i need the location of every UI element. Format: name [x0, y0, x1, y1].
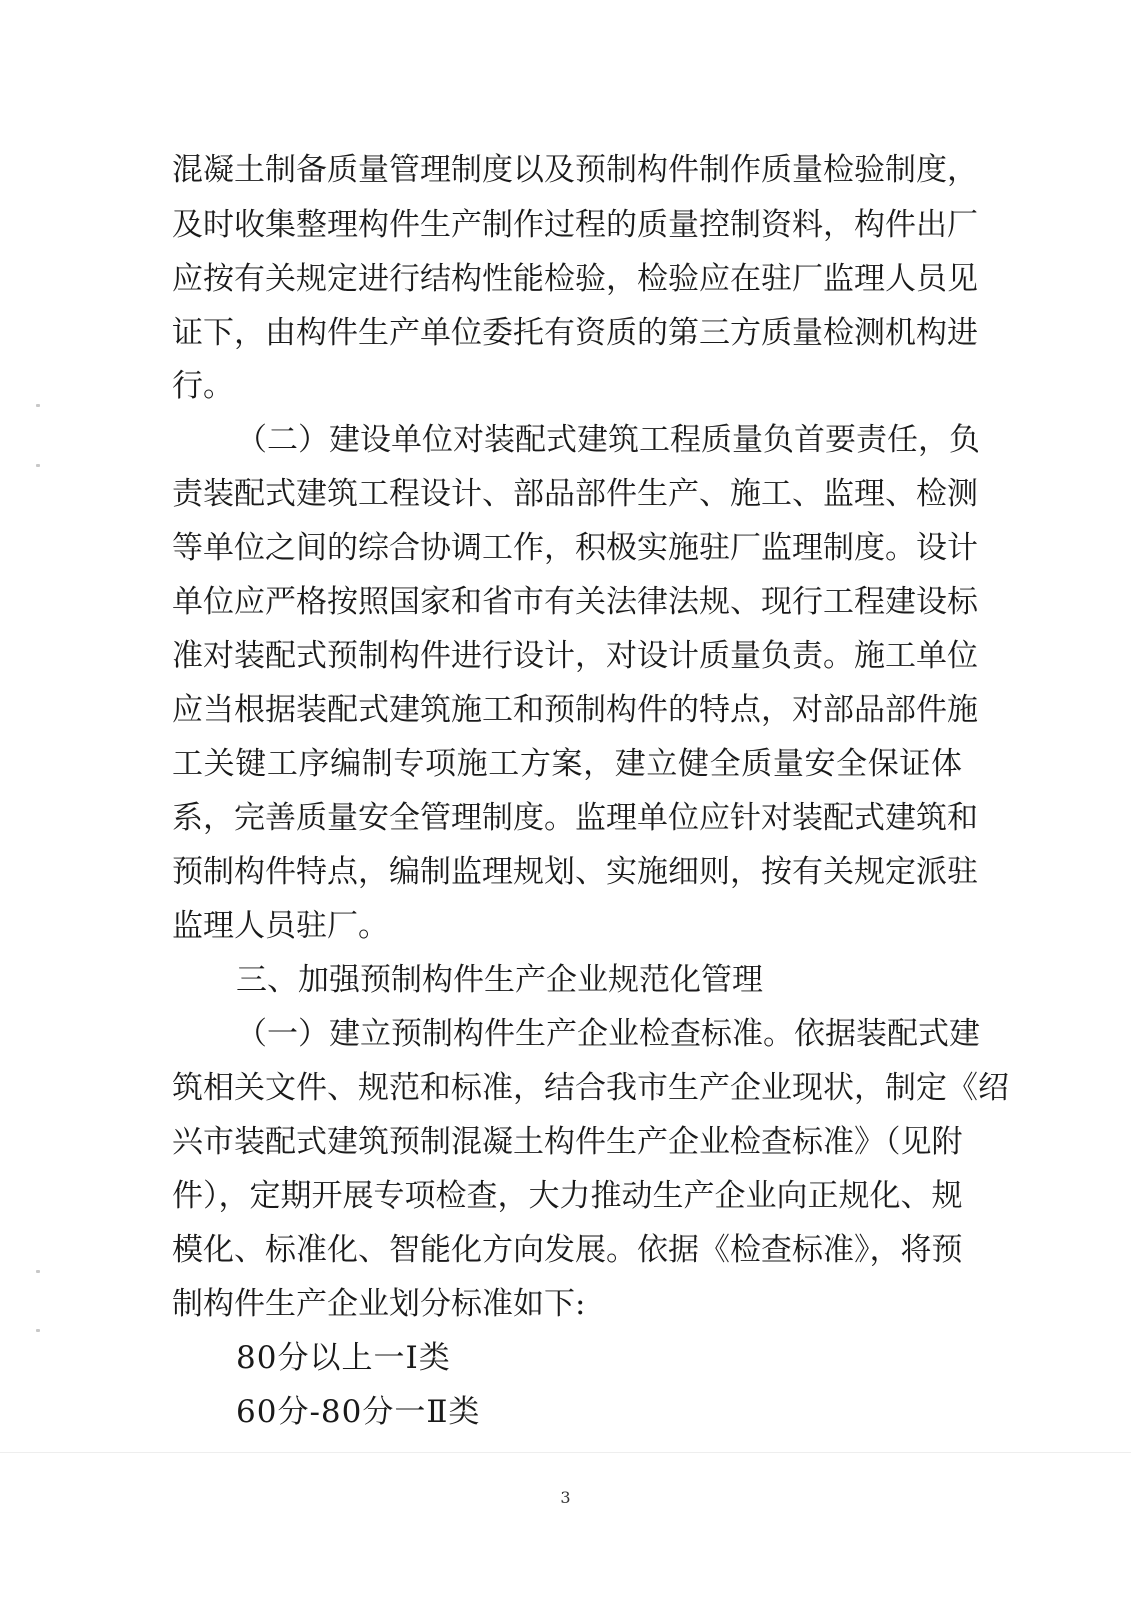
section-heading: 三、加强预制构件生产企业规范化管理: [236, 962, 763, 998]
paragraph-line: 责装配式建筑工程设计、部品部件生产、施工、监理、检测: [172, 476, 978, 512]
paragraph-line: 应按有关规定进行结构性能检验，检验应在驻厂监理人员见: [172, 261, 978, 297]
paragraph-line: 预制构件特点，编制监理规划、实施细则，按有关规定派驻: [172, 854, 978, 890]
scan-speck: [36, 464, 40, 467]
paragraph-line: 应当根据装配式建筑施工和预制构件的特点，对部品部件施: [172, 692, 978, 728]
page-number: 3: [560, 1488, 571, 1507]
paragraph-line: 模化、标准化、智能化方向发展。依据《检查标准》，将预: [172, 1232, 963, 1268]
paragraph-line: 系，完善质量安全管理制度。监理单位应针对装配式建筑和: [172, 800, 978, 836]
scan-speck: [36, 1270, 40, 1273]
scan-speck: [36, 404, 40, 407]
paragraph-line: 筑相关文件、规范和标准，结合我市生产企业现状，制定《绍: [172, 1070, 1009, 1106]
classification-item: 60分-80分一Ⅱ类: [236, 1394, 481, 1430]
paragraph-line: （二）建设单位对装配式建筑工程质量负首要责任，负: [236, 422, 980, 458]
classification-item: 80分以上一Ⅰ类: [236, 1340, 451, 1376]
paragraph-line: 证下，由构件生产单位委托有资质的第三方质量检测机构进: [172, 315, 978, 351]
paragraph-line: 混凝土制备质量管理制度以及预制构件制作质量检验制度，: [172, 152, 978, 188]
paragraph-line: 工关键工序编制专项施工方案，建立健全质量安全保证体: [172, 746, 962, 782]
paragraph-line: 件），定期开展专项检查，大力推动生产企业向正规化、规: [172, 1178, 963, 1214]
paragraph-line: 等单位之间的综合协调工作，积极实施驻厂监理制度。设计: [172, 530, 978, 566]
paragraph-line: 准对装配式预制构件进行设计，对设计质量负责。施工单位: [172, 638, 978, 674]
paragraph-line: 兴市装配式建筑预制混凝土构件生产企业检查标准》（见附: [172, 1124, 963, 1160]
paragraph-line: 单位应严格按照国家和省市有关法律法规、现行工程建设标: [172, 584, 978, 620]
scan-speck: [36, 1329, 40, 1332]
paragraph-line: 行。: [172, 368, 234, 404]
paragraph-line: （一）建立预制构件生产企业检查标准。依据装配式建: [236, 1016, 980, 1052]
paragraph-line: 制构件生产企业划分标准如下:: [172, 1286, 586, 1322]
scan-edge: [0, 1452, 1131, 1453]
paragraph-line: 及时收集整理构件生产制作过程的质量控制资料，构件出厂: [172, 207, 978, 243]
paragraph-line: 监理人员驻厂。: [172, 908, 389, 944]
